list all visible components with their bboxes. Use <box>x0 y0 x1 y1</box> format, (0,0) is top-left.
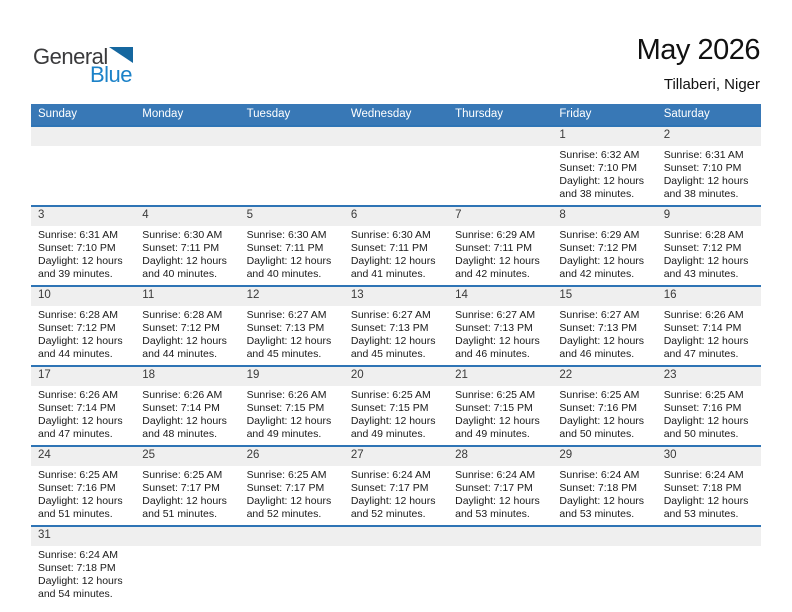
day-detail-line: Sunset: 7:16 PM <box>559 402 638 414</box>
day-details <box>240 466 344 525</box>
day-detail-line: Daylight: 12 hours <box>142 335 227 347</box>
week-row <box>31 445 761 525</box>
day-details <box>344 146 448 205</box>
day-detail-line: Sunset: 7:13 PM <box>246 322 325 334</box>
day-cell-empty <box>552 527 656 605</box>
day-details <box>657 306 761 365</box>
day-details <box>240 226 344 285</box>
day-detail-line: Daylight: 12 hours <box>455 415 540 427</box>
day-cell-empty <box>657 527 761 605</box>
day-details <box>31 146 135 205</box>
day-detail-line: and 54 minutes. <box>38 588 113 600</box>
day-detail-line: Sunrise: 6:25 AM <box>38 469 118 481</box>
day-detail-line: Daylight: 12 hours <box>246 335 332 347</box>
day-details <box>240 386 344 445</box>
day-number: 30 <box>657 447 761 466</box>
day-details <box>552 466 656 525</box>
day-detail-line: Sunset: 7:10 PM <box>38 242 116 254</box>
day-cell-20 <box>344 367 448 445</box>
day-detail-line: Sunrise: 6:31 AM <box>663 149 744 161</box>
day-detail-line: and 52 minutes. <box>246 508 322 520</box>
day-number <box>448 527 552 546</box>
day-detail-line: Sunrise: 6:28 AM <box>142 309 223 321</box>
weekday-wednesday: Wednesday <box>350 108 412 120</box>
day-cell-25 <box>135 447 239 525</box>
weekday-header-row <box>31 104 761 125</box>
day-detail-line: Daylight: 12 hours <box>246 415 332 427</box>
day-detail-line: Sunset: 7:17 PM <box>142 482 220 494</box>
day-cell-26 <box>240 447 344 525</box>
day-detail-line: Sunrise: 6:30 AM <box>142 229 223 241</box>
day-cell-16 <box>657 287 761 365</box>
page-title: May 2026 <box>636 34 760 66</box>
weekday-sunday: Sunday <box>38 108 78 120</box>
day-cell-29 <box>552 447 656 525</box>
day-detail-line: Sunset: 7:13 PM <box>350 322 429 334</box>
day-number: 13 <box>344 287 448 306</box>
day-detail-line: and 51 minutes. <box>38 508 113 520</box>
day-detail-line: Sunrise: 6:27 AM <box>455 309 536 321</box>
day-number: 31 <box>31 527 135 546</box>
day-details <box>344 386 448 445</box>
day-cell-27 <box>344 447 448 525</box>
day-number <box>135 527 239 546</box>
day-details <box>135 306 239 365</box>
day-detail-line: Daylight: 12 hours <box>142 255 227 267</box>
day-details <box>344 306 448 365</box>
day-detail-line: and 49 minutes. <box>246 428 322 440</box>
day-number <box>344 527 448 546</box>
day-detail-line: Sunset: 7:15 PM <box>246 402 325 414</box>
day-detail-line: Sunset: 7:11 PM <box>246 242 324 254</box>
day-number <box>31 127 135 146</box>
day-number <box>657 527 761 546</box>
day-details <box>31 386 135 445</box>
day-detail-line: Daylight: 12 hours <box>559 255 645 267</box>
day-detail-line: Sunrise: 6:27 AM <box>350 309 431 321</box>
day-detail-line: Sunrise: 6:26 AM <box>38 389 118 401</box>
day-detail-line: Sunrise: 6:28 AM <box>663 229 744 241</box>
day-detail-line: and 39 minutes. <box>38 268 113 280</box>
day-details <box>448 226 552 285</box>
day-number: 24 <box>31 447 135 466</box>
day-detail-line: Sunrise: 6:29 AM <box>455 229 536 241</box>
weekday-monday: Monday <box>142 108 184 120</box>
day-cell-10 <box>31 287 135 365</box>
day-detail-line: Sunrise: 6:24 AM <box>663 469 744 481</box>
title-block <box>637 34 760 93</box>
day-detail-line: Daylight: 12 hours <box>246 255 332 267</box>
day-details <box>657 226 761 285</box>
day-detail-line: Sunset: 7:11 PM <box>142 242 220 254</box>
day-detail-line: and 44 minutes. <box>38 348 113 360</box>
day-detail-line: Daylight: 12 hours <box>663 175 749 187</box>
week-row <box>31 525 761 605</box>
day-detail-line: Daylight: 12 hours <box>350 415 436 427</box>
day-cell-30 <box>657 447 761 525</box>
day-cell-1 <box>552 127 656 205</box>
day-details <box>448 146 552 205</box>
day-details <box>552 546 656 605</box>
day-cell-11 <box>135 287 239 365</box>
week-row <box>31 205 761 285</box>
day-detail-line: Sunset: 7:10 PM <box>559 162 638 174</box>
day-detail-line: Daylight: 12 hours <box>246 495 332 507</box>
day-detail-line: Sunset: 7:12 PM <box>38 322 116 334</box>
day-details <box>135 466 239 525</box>
calendar-table <box>31 104 761 605</box>
day-number: 27 <box>344 447 448 466</box>
day-detail-line: Daylight: 12 hours <box>38 415 123 427</box>
day-cell-empty <box>448 527 552 605</box>
day-detail-line: and 40 minutes. <box>246 268 322 280</box>
day-number: 23 <box>657 367 761 386</box>
day-detail-line: and 48 minutes. <box>142 428 217 440</box>
day-details <box>135 546 239 605</box>
day-cell-14 <box>448 287 552 365</box>
day-detail-line: and 51 minutes. <box>142 508 217 520</box>
day-detail-line: and 42 minutes. <box>559 268 635 280</box>
day-number: 29 <box>552 447 656 466</box>
day-detail-line: Sunrise: 6:32 AM <box>559 149 640 161</box>
day-cell-13 <box>344 287 448 365</box>
day-cell-empty <box>135 127 239 205</box>
day-number: 28 <box>448 447 552 466</box>
day-detail-line: Sunrise: 6:26 AM <box>663 309 744 321</box>
day-number: 26 <box>240 447 344 466</box>
day-detail-line: Sunset: 7:14 PM <box>663 322 742 334</box>
day-number: 25 <box>135 447 239 466</box>
day-number <box>448 127 552 146</box>
day-number <box>135 127 239 146</box>
day-detail-line: Sunrise: 6:31 AM <box>38 229 118 241</box>
day-detail-line: Sunset: 7:12 PM <box>142 322 220 334</box>
logo-text-blue: Blue <box>90 62 133 87</box>
day-details <box>135 386 239 445</box>
day-detail-line: Daylight: 12 hours <box>350 335 436 347</box>
day-details <box>657 546 761 605</box>
day-detail-line: Sunrise: 6:30 AM <box>246 229 327 241</box>
day-cell-28 <box>448 447 552 525</box>
day-detail-line: and 45 minutes. <box>350 348 426 360</box>
day-details <box>552 146 656 205</box>
day-number <box>240 127 344 146</box>
day-detail-line: Sunset: 7:16 PM <box>663 402 742 414</box>
day-cell-2 <box>657 127 761 205</box>
day-number: 8 <box>552 207 656 226</box>
day-number: 17 <box>31 367 135 386</box>
day-cell-24 <box>31 447 135 525</box>
day-detail-line: Daylight: 12 hours <box>663 255 749 267</box>
day-number: 16 <box>657 287 761 306</box>
day-cell-empty <box>344 127 448 205</box>
day-detail-line: Sunset: 7:12 PM <box>663 242 742 254</box>
day-detail-line: Sunset: 7:14 PM <box>142 402 220 414</box>
day-detail-line: Daylight: 12 hours <box>455 255 540 267</box>
day-detail-line: and 45 minutes. <box>246 348 322 360</box>
day-cell-empty <box>240 527 344 605</box>
weekday-saturday: Saturday <box>663 108 710 120</box>
day-number: 12 <box>240 287 344 306</box>
day-number <box>240 527 344 546</box>
day-number: 9 <box>657 207 761 226</box>
day-detail-line: Sunset: 7:18 PM <box>559 482 638 494</box>
day-detail-line: Sunrise: 6:25 AM <box>663 389 744 401</box>
day-detail-line: and 53 minutes. <box>559 508 635 520</box>
day-details <box>344 226 448 285</box>
day-details <box>552 306 656 365</box>
day-detail-line: and 40 minutes. <box>142 268 217 280</box>
day-number: 19 <box>240 367 344 386</box>
day-cell-4 <box>135 207 239 285</box>
day-number: 6 <box>344 207 448 226</box>
week-row <box>31 365 761 445</box>
day-details <box>31 306 135 365</box>
day-details <box>657 466 761 525</box>
day-detail-line: Sunrise: 6:25 AM <box>559 389 640 401</box>
day-cell-19 <box>240 367 344 445</box>
day-number: 22 <box>552 367 656 386</box>
day-number: 3 <box>31 207 135 226</box>
day-details <box>448 546 552 605</box>
day-detail-line: and 53 minutes. <box>455 508 530 520</box>
day-detail-line: Daylight: 12 hours <box>455 335 540 347</box>
day-cell-empty <box>448 127 552 205</box>
calendar-grid <box>31 125 761 605</box>
day-detail-line: Daylight: 12 hours <box>559 335 645 347</box>
day-details <box>135 226 239 285</box>
day-detail-line: Sunset: 7:17 PM <box>350 482 429 494</box>
day-detail-line: Sunrise: 6:25 AM <box>142 469 223 481</box>
day-details <box>31 226 135 285</box>
day-cell-empty <box>240 127 344 205</box>
day-number: 11 <box>135 287 239 306</box>
day-detail-line: Daylight: 12 hours <box>350 495 436 507</box>
day-detail-line: Sunset: 7:12 PM <box>559 242 638 254</box>
day-detail-line: Sunrise: 6:29 AM <box>559 229 640 241</box>
day-detail-line: Sunset: 7:15 PM <box>350 402 429 414</box>
day-detail-line: Sunrise: 6:24 AM <box>455 469 536 481</box>
day-cell-9 <box>657 207 761 285</box>
day-detail-line: and 49 minutes. <box>350 428 426 440</box>
day-detail-line: Daylight: 12 hours <box>142 415 227 427</box>
day-detail-line: Daylight: 12 hours <box>38 255 123 267</box>
day-detail-line: Daylight: 12 hours <box>559 415 645 427</box>
day-detail-line: and 44 minutes. <box>142 348 217 360</box>
day-detail-line: Sunrise: 6:26 AM <box>246 389 327 401</box>
day-number: 20 <box>344 367 448 386</box>
day-cell-5 <box>240 207 344 285</box>
day-number: 4 <box>135 207 239 226</box>
day-detail-line: Sunset: 7:16 PM <box>38 482 116 494</box>
day-detail-line: Sunset: 7:18 PM <box>663 482 742 494</box>
day-detail-line: Sunrise: 6:26 AM <box>142 389 223 401</box>
day-detail-line: and 53 minutes. <box>663 508 739 520</box>
day-number <box>552 527 656 546</box>
day-cell-17 <box>31 367 135 445</box>
day-details <box>657 146 761 205</box>
day-cell-7 <box>448 207 552 285</box>
day-detail-line: Sunset: 7:13 PM <box>455 322 533 334</box>
day-cell-6 <box>344 207 448 285</box>
day-details <box>240 546 344 605</box>
day-cell-empty <box>31 127 135 205</box>
day-details <box>344 546 448 605</box>
day-number: 10 <box>31 287 135 306</box>
day-detail-line: Sunrise: 6:24 AM <box>350 469 431 481</box>
day-number: 18 <box>135 367 239 386</box>
day-cell-15 <box>552 287 656 365</box>
day-details <box>448 466 552 525</box>
day-number: 21 <box>448 367 552 386</box>
day-detail-line: Daylight: 12 hours <box>663 415 749 427</box>
day-detail-line: Sunrise: 6:28 AM <box>38 309 118 321</box>
day-detail-line: Sunset: 7:11 PM <box>350 242 428 254</box>
day-detail-line: and 41 minutes. <box>350 268 426 280</box>
day-detail-line: and 47 minutes. <box>663 348 739 360</box>
day-detail-line: Sunset: 7:11 PM <box>455 242 532 254</box>
day-detail-line: and 50 minutes. <box>663 428 739 440</box>
day-detail-line: Sunset: 7:10 PM <box>663 162 742 174</box>
weekday-thursday: Thursday <box>455 108 504 120</box>
weekday-tuesday: Tuesday <box>246 108 291 120</box>
day-cell-8 <box>552 207 656 285</box>
logo-flag-triangle-icon <box>109 47 133 63</box>
day-cell-empty <box>344 527 448 605</box>
day-detail-line: Daylight: 12 hours <box>559 175 645 187</box>
day-details <box>344 466 448 525</box>
day-detail-line: Sunset: 7:17 PM <box>455 482 533 494</box>
location-subtitle: Tillaberi, Niger <box>663 76 760 93</box>
day-detail-line: and 38 minutes. <box>559 188 635 200</box>
day-cell-empty <box>135 527 239 605</box>
day-number <box>344 127 448 146</box>
day-detail-line: Sunset: 7:17 PM <box>246 482 325 494</box>
day-number: 5 <box>240 207 344 226</box>
day-detail-line: Daylight: 12 hours <box>38 495 123 507</box>
day-detail-line: Sunrise: 6:30 AM <box>350 229 431 241</box>
day-details <box>31 466 135 525</box>
day-details <box>240 146 344 205</box>
day-cell-23 <box>657 367 761 445</box>
day-details <box>240 306 344 365</box>
day-detail-line: Sunrise: 6:27 AM <box>559 309 640 321</box>
day-details <box>448 306 552 365</box>
logo-text-general: General <box>33 44 108 69</box>
day-details <box>552 226 656 285</box>
day-details <box>657 386 761 445</box>
day-detail-line: Daylight: 12 hours <box>559 495 645 507</box>
weekday-friday: Friday <box>559 108 592 120</box>
day-detail-line: Sunset: 7:15 PM <box>455 402 533 414</box>
general-blue-logo <box>33 46 133 86</box>
day-detail-line: and 38 minutes. <box>663 188 739 200</box>
day-detail-line: Sunset: 7:14 PM <box>38 402 116 414</box>
day-detail-line: Daylight: 12 hours <box>663 495 749 507</box>
day-detail-line: and 43 minutes. <box>663 268 739 280</box>
day-detail-line: and 49 minutes. <box>455 428 530 440</box>
day-detail-line: Daylight: 12 hours <box>38 335 123 347</box>
day-detail-line: Daylight: 12 hours <box>142 495 227 507</box>
day-detail-line: and 46 minutes. <box>455 348 530 360</box>
day-number: 14 <box>448 287 552 306</box>
day-cell-31 <box>31 527 135 605</box>
day-detail-line: Daylight: 12 hours <box>455 495 540 507</box>
week-row <box>31 125 761 205</box>
day-detail-line: Sunrise: 6:24 AM <box>559 469 640 481</box>
day-cell-18 <box>135 367 239 445</box>
day-detail-line: Sunset: 7:18 PM <box>38 562 116 574</box>
day-detail-line: Sunrise: 6:25 AM <box>350 389 431 401</box>
day-detail-line: and 47 minutes. <box>38 428 113 440</box>
day-detail-line: Daylight: 12 hours <box>663 335 749 347</box>
day-detail-line: Sunrise: 6:25 AM <box>455 389 536 401</box>
week-row <box>31 285 761 365</box>
day-details <box>448 386 552 445</box>
day-cell-3 <box>31 207 135 285</box>
day-detail-line: Daylight: 12 hours <box>350 255 436 267</box>
day-detail-line: Sunrise: 6:25 AM <box>246 469 327 481</box>
day-cell-12 <box>240 287 344 365</box>
day-detail-line: and 46 minutes. <box>559 348 635 360</box>
day-details <box>552 386 656 445</box>
day-detail-line: Sunrise: 6:24 AM <box>38 549 118 561</box>
day-details <box>31 546 135 605</box>
day-number: 7 <box>448 207 552 226</box>
day-cell-22 <box>552 367 656 445</box>
day-detail-line: and 52 minutes. <box>350 508 426 520</box>
day-number: 1 <box>552 127 656 146</box>
day-detail-line: Daylight: 12 hours <box>38 575 123 587</box>
day-detail-line: Sunset: 7:13 PM <box>559 322 638 334</box>
day-number: 15 <box>552 287 656 306</box>
day-detail-line: Sunrise: 6:27 AM <box>246 309 327 321</box>
day-details <box>135 146 239 205</box>
day-number: 2 <box>657 127 761 146</box>
day-cell-21 <box>448 367 552 445</box>
day-detail-line: and 50 minutes. <box>559 428 635 440</box>
day-detail-line: and 42 minutes. <box>455 268 530 280</box>
